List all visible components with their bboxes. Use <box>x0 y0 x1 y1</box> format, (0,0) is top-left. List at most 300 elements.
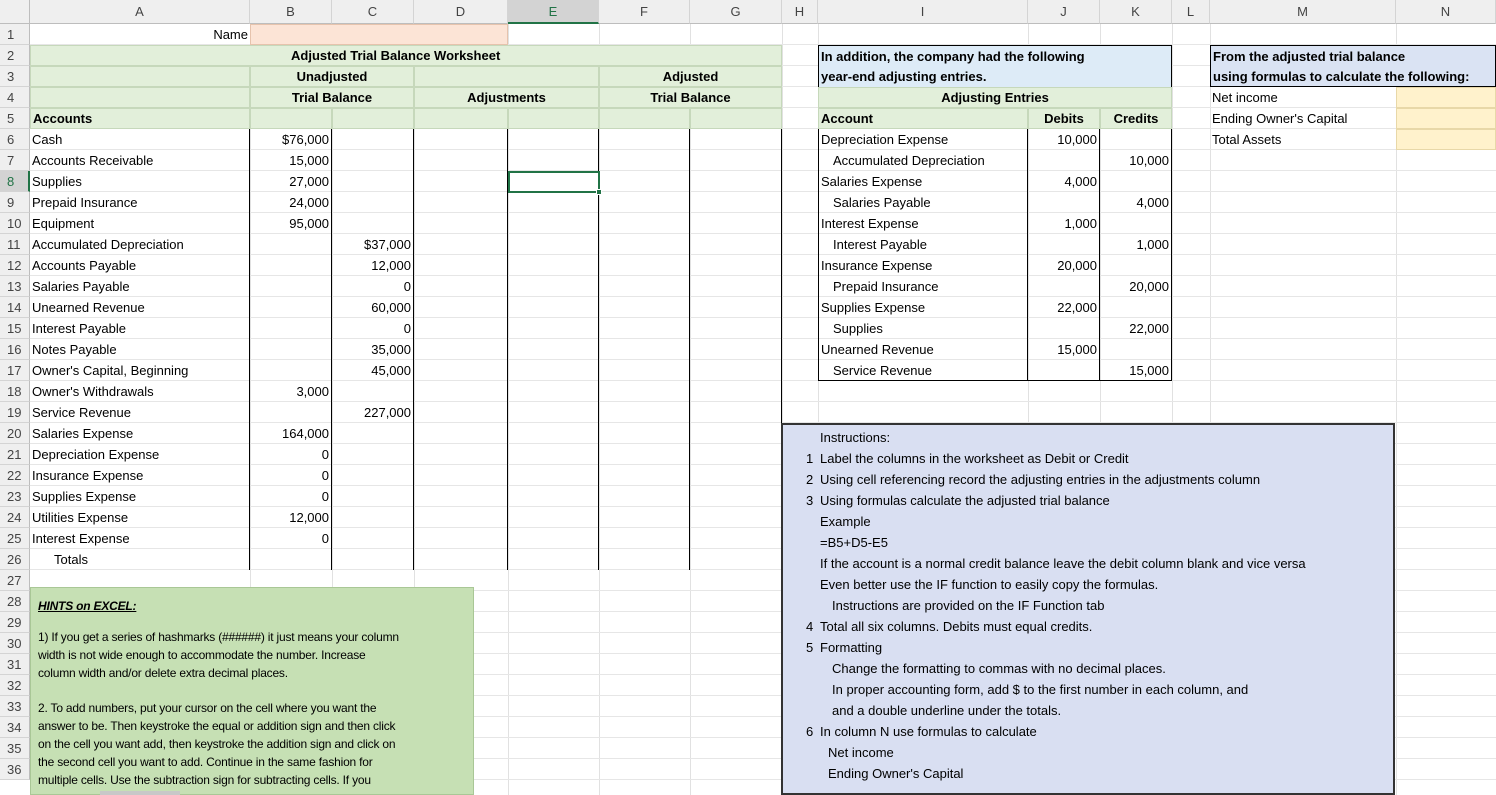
instruction-line: Instructions are provided on the IF Function tab <box>832 598 1105 613</box>
worksheet-title: Adjusted Trial Balance Worksheet <box>30 45 782 66</box>
adjusting-account-cell[interactable]: Salaries Payable <box>818 192 1028 213</box>
adjusting-account-cell[interactable]: Salaries Expense <box>818 171 1028 192</box>
worksheet-cell[interactable] <box>690 318 782 339</box>
worksheet-cell[interactable] <box>414 423 508 444</box>
column-header-g[interactable]: G <box>690 0 782 24</box>
summary-item-label: Ending Owner's Capital <box>1212 111 1348 126</box>
column-header-h[interactable]: H <box>782 0 818 24</box>
row-header-35[interactable]: 35 <box>0 738 30 759</box>
row-header-16[interactable]: 16 <box>0 339 30 360</box>
unadjusted-credit-cell[interactable] <box>332 486 414 507</box>
worksheet-cell[interactable] <box>599 213 690 234</box>
fill-handle[interactable] <box>596 189 602 195</box>
worksheet-cell[interactable] <box>508 234 599 255</box>
worksheet-cell[interactable] <box>508 129 599 150</box>
worksheet-cell[interactable] <box>599 465 690 486</box>
column-header-e[interactable]: E <box>508 0 599 24</box>
worksheet-cell[interactable] <box>414 402 508 423</box>
hints-line: on the cell you want add, then keystroke the addition sign and click on <box>38 737 396 751</box>
adjusting-debit-cell[interactable] <box>1028 234 1100 255</box>
account-name-cell[interactable]: Salaries Expense <box>30 423 250 444</box>
name-label: Name <box>213 27 248 42</box>
row-header-3[interactable]: 3 <box>0 66 30 87</box>
row-header-17[interactable]: 17 <box>0 360 30 381</box>
row-header-7[interactable]: 7 <box>0 150 30 171</box>
unadjusted-debit-cell[interactable] <box>250 255 332 276</box>
worksheet-cell[interactable] <box>414 507 508 528</box>
totals-cell[interactable] <box>332 549 414 570</box>
worksheet-cell[interactable] <box>599 507 690 528</box>
unadjusted-debit-cell[interactable]: 27,000 <box>250 171 332 192</box>
totals-cell[interactable] <box>599 549 690 570</box>
row-header-15[interactable]: 15 <box>0 318 30 339</box>
unadjusted-credit-cell[interactable] <box>332 129 414 150</box>
adjusting-account-cell[interactable]: Supplies Expense <box>818 297 1028 318</box>
column-label-cell[interactable] <box>508 108 599 129</box>
adjusting-credit-cell[interactable] <box>1100 213 1172 234</box>
summary-item-label: Net income <box>1212 90 1278 105</box>
account-name-cell[interactable]: Accumulated Depreciation <box>30 234 250 255</box>
row-header-25[interactable]: 25 <box>0 528 30 549</box>
worksheet-cell[interactable] <box>690 423 782 444</box>
adjusting-debit-cell[interactable] <box>1028 276 1100 297</box>
column-header-n[interactable]: N <box>1396 0 1496 24</box>
worksheet-cell[interactable] <box>690 339 782 360</box>
account-name-cell[interactable]: Utilities Expense <box>30 507 250 528</box>
adjusting-debit-cell[interactable]: 1,000 <box>1028 213 1100 234</box>
worksheet-cell[interactable] <box>508 150 599 171</box>
worksheet-cell[interactable] <box>599 423 690 444</box>
row-header-33[interactable]: 33 <box>0 696 30 717</box>
worksheet-cell[interactable] <box>508 507 599 528</box>
adjusting-debit-cell[interactable] <box>1028 192 1100 213</box>
account-name-cell[interactable]: Supplies Expense <box>30 486 250 507</box>
worksheet-cell[interactable] <box>508 276 599 297</box>
unadjusted-debit-cell[interactable]: 0 <box>250 444 332 465</box>
worksheet-cell[interactable] <box>414 171 508 192</box>
account-name-cell[interactable]: Interest Payable <box>30 318 250 339</box>
header-fill <box>30 66 250 87</box>
unadjusted-credit-cell[interactable] <box>332 171 414 192</box>
column-header-l[interactable]: L <box>1172 0 1210 24</box>
worksheet-cell[interactable] <box>599 339 690 360</box>
worksheet-cell[interactable] <box>414 381 508 402</box>
adjusting-debit-cell[interactable]: 22,000 <box>1028 297 1100 318</box>
worksheet-cell[interactable] <box>599 129 690 150</box>
instruction-line: Label the columns in the worksheet as Debit or Credit <box>820 451 1129 466</box>
instruction-line: Ending Owner's Capital <box>828 766 964 781</box>
row-header-14[interactable]: 14 <box>0 297 30 318</box>
hints-line: answer to be. Then keystroke the equal or addition sign and then click <box>38 719 396 733</box>
column-header-a[interactable]: A <box>30 0 250 24</box>
worksheet-cell[interactable] <box>508 213 599 234</box>
row-header-12[interactable]: 12 <box>0 255 30 276</box>
unadjusted-debit-cell[interactable] <box>250 276 332 297</box>
unadjusted-header: Unadjusted <box>250 66 414 87</box>
worksheet-cell[interactable] <box>414 276 508 297</box>
account-name-cell[interactable]: Cash <box>30 129 250 150</box>
adjusting-credit-cell[interactable]: 20,000 <box>1100 276 1172 297</box>
worksheet-cell[interactable] <box>690 276 782 297</box>
account-name-cell[interactable]: Owner's Withdrawals <box>30 381 250 402</box>
unadjusted-credit-cell[interactable]: 35,000 <box>332 339 414 360</box>
totals-cell[interactable] <box>250 549 332 570</box>
worksheet-cell[interactable] <box>414 444 508 465</box>
worksheet-cell[interactable] <box>508 402 599 423</box>
row-header-19[interactable]: 19 <box>0 402 30 423</box>
instruction-number: 5 <box>806 640 814 655</box>
adjusting-account-cell[interactable]: Service Revenue <box>818 360 1028 381</box>
worksheet-cell[interactable] <box>599 234 690 255</box>
unadjusted-debit-cell[interactable] <box>250 297 332 318</box>
column-header-d[interactable]: D <box>414 0 508 24</box>
column-label-cell[interactable]: Accounts <box>30 108 250 129</box>
adjusting-credit-cell[interactable] <box>1100 255 1172 276</box>
worksheet-cell[interactable] <box>414 318 508 339</box>
column-header-m[interactable]: M <box>1210 0 1396 24</box>
column-header-j[interactable]: J <box>1028 0 1100 24</box>
worksheet-cell[interactable] <box>414 150 508 171</box>
unadjusted-debit-cell[interactable]: 3,000 <box>250 381 332 402</box>
worksheet-cell[interactable] <box>414 192 508 213</box>
worksheet-cell[interactable] <box>414 234 508 255</box>
adjusting-debit-cell[interactable]: 20,000 <box>1028 255 1100 276</box>
totals-cell[interactable] <box>508 549 599 570</box>
row-header-8[interactable]: 8 <box>0 171 30 192</box>
worksheet-cell[interactable] <box>599 171 690 192</box>
summary-answer-cell[interactable] <box>1396 108 1496 129</box>
worksheet-cell[interactable] <box>414 255 508 276</box>
worksheet-cell[interactable] <box>508 297 599 318</box>
adjusting-credit-cell[interactable] <box>1100 171 1172 192</box>
column-label-cell[interactable] <box>690 108 782 129</box>
summary-answer-cell[interactable] <box>1396 129 1496 150</box>
account-name-cell[interactable]: Supplies <box>30 171 250 192</box>
worksheet-cell[interactable] <box>690 465 782 486</box>
unadjusted-credit-cell[interactable]: $37,000 <box>332 234 414 255</box>
column-label-cell[interactable] <box>414 108 508 129</box>
worksheet-cell[interactable] <box>690 528 782 549</box>
account-name-cell[interactable]: Unearned Revenue <box>30 297 250 318</box>
row-header-27[interactable]: 27 <box>0 570 30 591</box>
worksheet-cell[interactable] <box>690 402 782 423</box>
column-label-cell[interactable] <box>332 108 414 129</box>
adjusting-account-cell[interactable]: Interest Expense <box>818 213 1028 234</box>
account-name-cell[interactable]: Accounts Receivable <box>30 150 250 171</box>
worksheet-cell[interactable] <box>599 150 690 171</box>
worksheet-cell[interactable] <box>599 255 690 276</box>
worksheet-cell[interactable] <box>690 129 782 150</box>
row-header-18[interactable]: 18 <box>0 381 30 402</box>
instruction-line: =B5+D5-E5 <box>820 535 888 550</box>
header-fill <box>30 87 250 108</box>
name-input-cell[interactable] <box>250 24 508 45</box>
instruction-line: Change the formatting to commas with no decimal places. <box>832 661 1166 676</box>
summary-intro-1: From the adjusted trial balance <box>1210 45 1496 66</box>
worksheet-cell[interactable] <box>690 255 782 276</box>
adjustments-header: Adjustments <box>414 87 599 108</box>
unadjusted-credit-cell[interactable] <box>332 423 414 444</box>
instruction-number: 6 <box>806 724 814 739</box>
worksheet-cell[interactable] <box>414 297 508 318</box>
worksheet-cell[interactable] <box>508 465 599 486</box>
adjusting-col-account: Account <box>818 108 1028 129</box>
instruction-line: In proper accounting form, add $ to the first number in each column, and <box>832 682 1249 697</box>
row-header-26[interactable]: 26 <box>0 549 30 570</box>
adjusting-account-cell[interactable]: Insurance Expense <box>818 255 1028 276</box>
row-header-13[interactable]: 13 <box>0 276 30 297</box>
column-header-i[interactable]: I <box>818 0 1028 24</box>
unadjusted-debit-cell[interactable]: $76,000 <box>250 129 332 150</box>
worksheet-cell[interactable] <box>599 276 690 297</box>
instruction-number: 1 <box>806 451 814 466</box>
account-name-cell[interactable]: Prepaid Insurance <box>30 192 250 213</box>
hints-line: column width and/or delete extra decimal places. <box>38 666 288 680</box>
worksheet-cell[interactable] <box>599 192 690 213</box>
adjusting-debit-cell[interactable]: 4,000 <box>1028 171 1100 192</box>
row-header-24[interactable]: 24 <box>0 507 30 528</box>
instructions-title: Instructions: <box>820 430 891 445</box>
worksheet-cell[interactable] <box>599 486 690 507</box>
adjusting-credit-cell[interactable] <box>1100 339 1172 360</box>
unadjusted-credit-cell[interactable] <box>332 150 414 171</box>
worksheet-cell[interactable] <box>690 486 782 507</box>
adjusting-credit-cell[interactable] <box>1100 129 1172 150</box>
worksheet-cell[interactable] <box>599 318 690 339</box>
worksheet-cell[interactable] <box>414 339 508 360</box>
unadjusted-debit-cell[interactable]: 0 <box>250 465 332 486</box>
hints-line: width is not wide enough to accommodate the number. Increase <box>38 648 366 662</box>
worksheet-cell[interactable] <box>508 486 599 507</box>
instruction-number: 4 <box>806 619 814 634</box>
header-fill <box>414 66 599 87</box>
worksheet-cell[interactable] <box>414 528 508 549</box>
row-header-9[interactable]: 9 <box>0 192 30 213</box>
adjusting-credit-cell[interactable]: 15,000 <box>1100 360 1172 381</box>
adjusting-intro-2: year-end adjusting entries. <box>818 66 1172 87</box>
totals-cell[interactable] <box>690 549 782 570</box>
adjusting-account-cell[interactable]: Supplies <box>818 318 1028 339</box>
adjusting-debit-cell[interactable] <box>1028 150 1100 171</box>
unadjusted-credit-cell[interactable] <box>332 444 414 465</box>
adjusting-debit-cell[interactable]: 15,000 <box>1028 339 1100 360</box>
adjusting-col-debits: Debits <box>1028 108 1100 129</box>
summary-intro-2: using formulas to calculate the following: <box>1210 66 1496 87</box>
worksheet-cell[interactable] <box>690 171 782 192</box>
row-header-10[interactable]: 10 <box>0 213 30 234</box>
row-header-34[interactable]: 34 <box>0 717 30 738</box>
worksheet-cell[interactable] <box>599 528 690 549</box>
hints-line: the second cell you want to add. Continue in the same fashion for <box>38 755 373 769</box>
worksheet-cell[interactable] <box>414 360 508 381</box>
unadjusted-credit-cell[interactable]: 0 <box>332 276 414 297</box>
column-label-cell[interactable] <box>250 108 332 129</box>
unadjusted-debit-cell[interactable]: 24,000 <box>250 192 332 213</box>
unadjusted-credit-cell[interactable]: 0 <box>332 318 414 339</box>
adjusting-account-cell[interactable]: Interest Payable <box>818 234 1028 255</box>
horizontal-scrollbar[interactable] <box>100 791 180 795</box>
row-header-29[interactable]: 29 <box>0 612 30 633</box>
adjusting-debit-cell[interactable] <box>1028 318 1100 339</box>
column-header-k[interactable]: K <box>1100 0 1172 24</box>
unadjusted-credit-cell[interactable] <box>332 528 414 549</box>
select-all-corner[interactable] <box>0 0 30 24</box>
adjusting-col-credits: Credits <box>1100 108 1172 129</box>
adjusting-entries-header: Adjusting Entries <box>818 87 1172 108</box>
unadjusted-debit-cell[interactable]: 95,000 <box>250 213 332 234</box>
unadjusted-debit-cell[interactable] <box>250 339 332 360</box>
instruction-number: 3 <box>806 493 814 508</box>
account-name-cell[interactable]: Insurance Expense <box>30 465 250 486</box>
unadjusted-debit-cell[interactable] <box>250 234 332 255</box>
unadjusted-debit-cell[interactable]: 12,000 <box>250 507 332 528</box>
unadjusted-debit-cell[interactable] <box>250 360 332 381</box>
worksheet-cell[interactable] <box>690 381 782 402</box>
summary-item-label: Total Assets <box>1212 132 1282 147</box>
worksheet-cell[interactable] <box>690 192 782 213</box>
account-name-cell[interactable]: Notes Payable <box>30 339 250 360</box>
totals-label: Totals <box>30 549 250 570</box>
selected-cell-e8[interactable] <box>508 171 600 193</box>
worksheet-cell[interactable] <box>690 150 782 171</box>
worksheet-cell[interactable] <box>508 444 599 465</box>
column-header-b[interactable]: B <box>250 0 332 24</box>
hints-line: multiple cells. Use the subtraction sign for subtracting cells. If you <box>38 773 371 787</box>
hints-line: 1) If you get a series of hashmarks (######) it just means your column <box>38 630 399 644</box>
unadjusted-debit-cell[interactable] <box>250 402 332 423</box>
worksheet-cell[interactable] <box>690 444 782 465</box>
hints-title: HINTS on EXCEL: <box>38 599 137 613</box>
row-header-23[interactable]: 23 <box>0 486 30 507</box>
summary-answer-cell[interactable] <box>1396 87 1496 108</box>
column-header-f[interactable]: F <box>599 0 690 24</box>
worksheet-cell[interactable] <box>508 528 599 549</box>
row-header-30[interactable]: 30 <box>0 633 30 654</box>
account-name-cell[interactable]: Salaries Payable <box>30 276 250 297</box>
worksheet-cell[interactable] <box>508 360 599 381</box>
unadjusted-debit-cell[interactable]: 0 <box>250 528 332 549</box>
unadjusted-credit-cell[interactable] <box>332 381 414 402</box>
unadjusted-debit-cell[interactable]: 0 <box>250 486 332 507</box>
row-header-20[interactable]: 20 <box>0 423 30 444</box>
unadjusted-credit-cell[interactable]: 227,000 <box>332 402 414 423</box>
row-header-31[interactable]: 31 <box>0 654 30 675</box>
worksheet-cell[interactable] <box>690 507 782 528</box>
worksheet-cell[interactable] <box>508 255 599 276</box>
worksheet-cell[interactable] <box>414 129 508 150</box>
row-header-2[interactable]: 2 <box>0 45 30 66</box>
worksheet-cell[interactable] <box>599 360 690 381</box>
instruction-line: If the account is a normal credit balance leave the debit column blank and vice versa <box>820 556 1306 571</box>
column-label-cell[interactable] <box>599 108 690 129</box>
unadjusted-debit-cell[interactable] <box>250 318 332 339</box>
adjusting-credit-cell[interactable]: 4,000 <box>1100 192 1172 213</box>
worksheet-cell[interactable] <box>508 339 599 360</box>
worksheet-cell[interactable] <box>508 423 599 444</box>
row-header-4[interactable]: 4 <box>0 87 30 108</box>
unadjusted-credit-cell[interactable] <box>332 213 414 234</box>
unadjusted-debit-cell[interactable]: 164,000 <box>250 423 332 444</box>
instruction-line: and a double underline under the totals. <box>832 703 1062 718</box>
row-header-1[interactable]: 1 <box>0 24 30 45</box>
account-name-cell[interactable]: Interest Expense <box>30 528 250 549</box>
worksheet-cell[interactable] <box>414 465 508 486</box>
row-header-6[interactable]: 6 <box>0 129 30 150</box>
adjusting-credit-cell[interactable]: 22,000 <box>1100 318 1172 339</box>
unadjusted-credit-cell[interactable]: 45,000 <box>332 360 414 381</box>
adjusting-credit-cell[interactable] <box>1100 297 1172 318</box>
adjusting-debit-cell[interactable]: 10,000 <box>1028 129 1100 150</box>
unadjusted-credit-cell[interactable] <box>332 507 414 528</box>
instruction-line: Formatting <box>820 640 883 655</box>
instruction-line: Example <box>820 514 871 529</box>
row-header-36[interactable]: 36 <box>0 759 30 780</box>
instruction-line: Net income <box>828 745 894 760</box>
adjusted-tb-header: Trial Balance <box>599 87 782 108</box>
adjusting-intro-1: In addition, the company had the following <box>818 45 1172 66</box>
worksheet-cell[interactable] <box>599 444 690 465</box>
worksheet-cell[interactable] <box>599 381 690 402</box>
adjusting-account-cell[interactable]: Prepaid Insurance <box>818 276 1028 297</box>
account-name-cell[interactable]: Depreciation Expense <box>30 444 250 465</box>
worksheet-cell[interactable] <box>690 360 782 381</box>
adjusting-account-cell[interactable]: Accumulated Depreciation <box>818 150 1028 171</box>
worksheet-cell[interactable] <box>508 381 599 402</box>
unadjusted-credit-cell[interactable]: 60,000 <box>332 297 414 318</box>
row-header-32[interactable]: 32 <box>0 675 30 696</box>
worksheet-cell[interactable] <box>414 213 508 234</box>
worksheet-cell[interactable] <box>599 297 690 318</box>
unadjusted-tb-header: Trial Balance <box>250 87 414 108</box>
account-name-cell[interactable]: Service Revenue <box>30 402 250 423</box>
adjusting-account-cell[interactable]: Unearned Revenue <box>818 339 1028 360</box>
instruction-line: In column N use formulas to calculate <box>820 724 1037 739</box>
account-name-cell[interactable]: Equipment <box>30 213 250 234</box>
totals-cell[interactable] <box>414 549 508 570</box>
worksheet-cell[interactable] <box>690 234 782 255</box>
worksheet-cell[interactable] <box>690 213 782 234</box>
account-name-cell[interactable]: Owner's Capital, Beginning <box>30 360 250 381</box>
worksheet-cell[interactable] <box>690 297 782 318</box>
adjusting-account-cell[interactable]: Depreciation Expense <box>818 129 1028 150</box>
row-header-28[interactable]: 28 <box>0 591 30 612</box>
adjusting-debit-cell[interactable] <box>1028 360 1100 381</box>
worksheet-cell[interactable] <box>508 192 599 213</box>
hints-line: 2. To add numbers, put your cursor on the cell where you want the <box>38 701 377 715</box>
worksheet-cell[interactable] <box>508 318 599 339</box>
row-header-11[interactable]: 11 <box>0 234 30 255</box>
row-header-5[interactable]: 5 <box>0 108 30 129</box>
column-header-c[interactable]: C <box>332 0 414 24</box>
worksheet-cell[interactable] <box>599 402 690 423</box>
adjusting-credit-cell[interactable]: 10,000 <box>1100 150 1172 171</box>
instruction-line: Using formulas calculate the adjusted trial balance <box>820 493 1110 508</box>
unadjusted-debit-cell[interactable]: 15,000 <box>250 150 332 171</box>
instruction-line: Total all six columns. Debits must equal credits. <box>820 619 1093 634</box>
row-header-21[interactable]: 21 <box>0 444 30 465</box>
adjusting-credit-cell[interactable]: 1,000 <box>1100 234 1172 255</box>
instruction-number: 2 <box>806 472 814 487</box>
unadjusted-credit-cell[interactable] <box>332 192 414 213</box>
unadjusted-credit-cell[interactable] <box>332 465 414 486</box>
row-header-22[interactable]: 22 <box>0 465 30 486</box>
worksheet-cell[interactable] <box>414 486 508 507</box>
account-name-cell[interactable]: Accounts Payable <box>30 255 250 276</box>
instruction-line: Even better use the IF function to easily copy the formulas. <box>820 577 1159 592</box>
adjusted-header: Adjusted <box>599 66 782 87</box>
unadjusted-credit-cell[interactable]: 12,000 <box>332 255 414 276</box>
instruction-line: Using cell referencing record the adjusting entries in the adjustments column <box>820 472 1261 487</box>
